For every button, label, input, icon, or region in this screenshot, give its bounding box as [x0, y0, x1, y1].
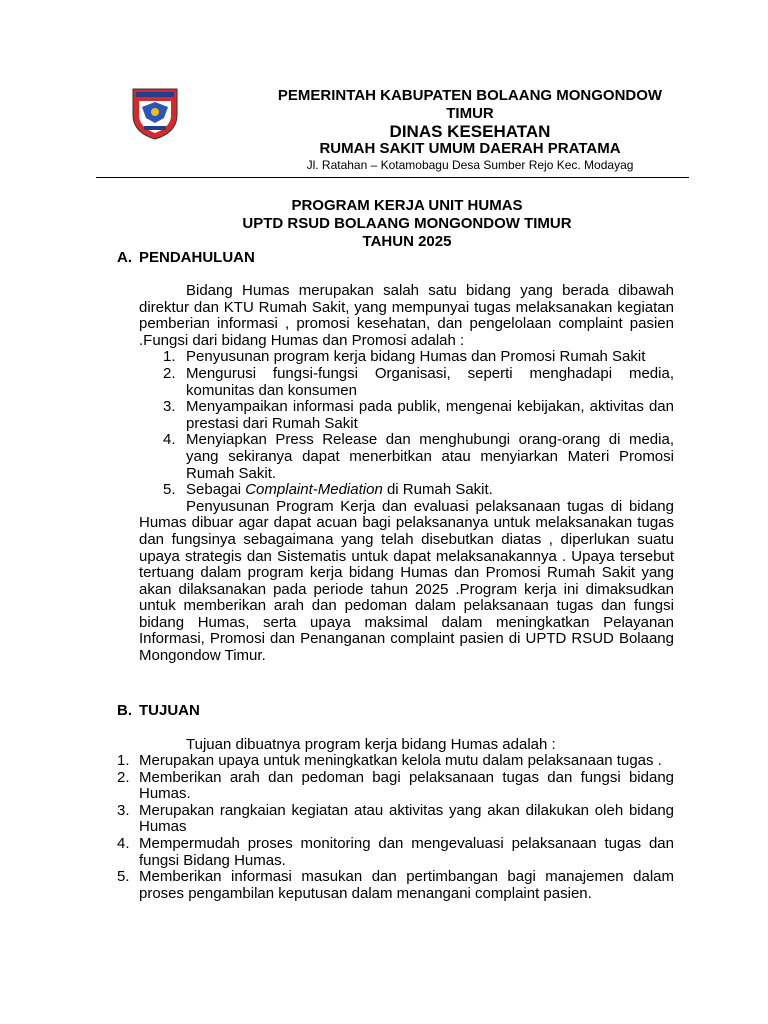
section-b-number: B. [117, 702, 132, 719]
header-divider [96, 177, 689, 178]
letterhead-government: PEMERINTAH KABUPATEN BOLAANG MONGONDOW [277, 87, 663, 104]
list-item: 2. Memberikan arah dan pedoman bagi pelaksanaan tugas dan fungsi bidang Humas. [117, 768, 674, 803]
section-a-closing: Penyusunan Program Kerja dan evaluasi pelaksanaan tugas di bidang Humas dibuar agar dapat acuan bagi pelaksananya untuk melaksanakan tugas dan fungsinya sebagaimana yang telah disebutkan diatas , diperlukan suatu upaya strategis dan Sistematis untuk dapat melaksanakannya . Upaya tersebut tertuang dalam program kerja bidang Humas dan Promosi Rumah Sakit yang akan dilaksanakan pada periode tahun 2025 .Program kerja ini dimaksudkan untuk memberikan arah dan pedoman dalam pelaksanaan tugas dan fungsi bidang Humas, serta upaya maksimal dalam meningkatkan Pelayanan Informasi, Promosi dan Penanganan complaint pasien di UPTD RSUD Bolaang Mongondow Timur. [139, 497, 674, 665]
section-b-intro: Tujuan dibuatnya program kerja bidang Humas adalah : [186, 736, 556, 753]
letterhead-government-cont: TIMUR [446, 105, 494, 122]
section-a-title: PENDAHULUAN [139, 249, 255, 266]
list-item: 1. Merupakan upaya untuk meningkatkan kelola mutu dalam pelaksanaan tugas . [117, 752, 662, 769]
section-b-title: TUJUAN [139, 702, 200, 719]
title-line-1: PROGRAM KERJA UNIT HUMAS [291, 197, 523, 214]
section-a-body [139, 283, 674, 665]
list-item: 2. Mengurusi fungsi-fungsi Organisasi, seperti menghadapi media, komunitas dan konsumen [163, 364, 674, 399]
list-item: 3. Menyampaikan informasi pada publik, mengenai kebijakan, aktivitas dan prestasi dari Rumah Sakit [163, 398, 674, 432]
section-b-heading [117, 702, 200, 719]
list-item: 5. Memberikan informasi masukan dan pertimbangan bagi manajemen dalam proses pengambilan keputusan dalam menangani complaint pasien. [117, 868, 674, 902]
list-item: 5. Sebagai Complaint-Mediation di Rumah Sakit. [163, 481, 493, 499]
list-item: 1. Penyusunan program kerja bidang Humas dan Promosi Rumah Sakit [163, 348, 646, 366]
document-title [140, 197, 674, 251]
list-item: 4. Menyiapkan Press Release dan menghubungi orang-orang di media, yang sekiranya dapat menerbitkan atau menyiarkan Materi Promosi Rumah Sakit. [163, 431, 674, 482]
letterhead-hospital: RUMAH SAKIT UMUM DAERAH PRATAMA [319, 140, 621, 157]
letterhead-address: Jl. Ratahan – Kotamobagu Desa Sumber Rejo Kec. Modayag [306, 158, 634, 172]
title-line-3: TAHUN 2025 [362, 233, 452, 250]
function-list [139, 349, 674, 498]
regency-logo-icon [130, 85, 180, 140]
letterhead-department: DINAS KESEHATAN [389, 122, 551, 141]
section-a-intro: Bidang Humas merupakan salah satu bidang yang berada dibawah direktur dan KTU Rumah Sakit, yang mempunyai tugas melaksanakan kegiatan pemberian informasi , promosi kesehatan, dan pengelolaan complaint pasien .Fungsi dari bidang Humas dan Promosi adalah : [139, 282, 674, 349]
section-a-number: A. [117, 249, 132, 266]
list-item: 4. Mempermudah proses monitoring dan mengevaluasi pelaksanaan tugas dan fungsi Bidang Humas. [117, 834, 674, 869]
section-a-heading [117, 249, 255, 266]
list-item: 3. Merupakan rangkaian kegiatan atau aktivitas yang akan dilakukan oleh bidang Humas [117, 801, 674, 836]
goals-list [117, 753, 674, 902]
title-line-2: UPTD RSUD BOLAANG MONGONDOW TIMUR [242, 215, 572, 232]
